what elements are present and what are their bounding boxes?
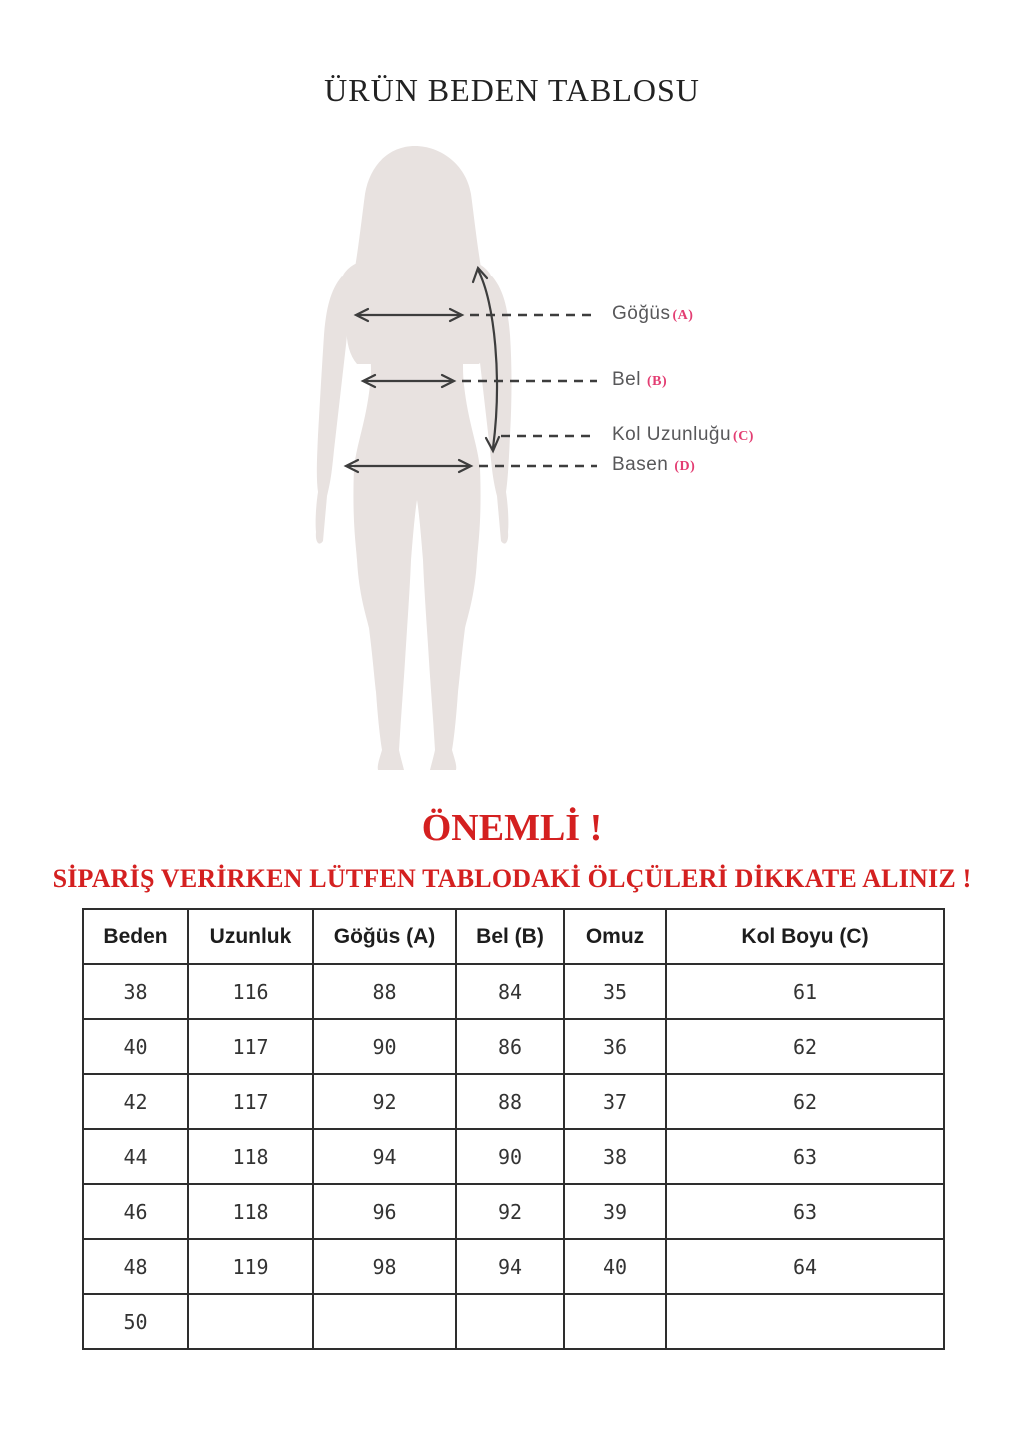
table-cell: 92 — [456, 1184, 564, 1239]
table-cell: 40 — [564, 1239, 666, 1294]
table-cell: 96 — [313, 1184, 456, 1239]
table-cell: 88 — [313, 964, 456, 1019]
column-header: Kol Boyu (C) — [666, 909, 944, 964]
table-row — [83, 1129, 944, 1184]
table-cell: 50 — [83, 1294, 188, 1349]
header-row — [83, 909, 944, 964]
measurement-letter: (B) — [646, 374, 668, 389]
column-header: Beden — [83, 909, 188, 964]
table-cell: 44 — [83, 1129, 188, 1184]
table-cell — [313, 1294, 456, 1349]
important-heading: ÖNEMLİ ! — [421, 807, 603, 849]
measurement-letter: (C) — [733, 429, 754, 444]
column-header: Omuz — [564, 909, 666, 964]
table-cell: 98 — [313, 1239, 456, 1294]
table-cell: 118 — [188, 1129, 313, 1184]
table-cell: 116 — [188, 964, 313, 1019]
table-cell: 63 — [666, 1184, 944, 1239]
column-header: Bel (B) — [456, 909, 564, 964]
table-cell: 94 — [313, 1129, 456, 1184]
measurement-letter: (A) — [672, 308, 694, 323]
table-cell: 119 — [188, 1239, 313, 1294]
table-cell: 86 — [456, 1019, 564, 1074]
table-cell: 117 — [188, 1074, 313, 1129]
table-cell — [456, 1294, 564, 1349]
measurement-label-bel — [612, 369, 667, 391]
table-cell: 39 — [564, 1184, 666, 1239]
measurement-label-text: Kol Uzunluğu — [612, 424, 732, 445]
size-table-header — [83, 909, 944, 964]
table-row — [83, 1019, 944, 1074]
table-row — [83, 1184, 944, 1239]
size-table — [82, 908, 945, 1350]
table-row — [83, 1074, 944, 1129]
measurement-letter: (D) — [674, 459, 696, 474]
measurement-label-text: Bel — [612, 369, 641, 390]
table-cell: 94 — [456, 1239, 564, 1294]
size-table-body — [83, 964, 944, 1349]
table-cell: 37 — [564, 1074, 666, 1129]
order-warning-text: SİPARİŞ VERİRKEN LÜTFEN TABLODAKİ ÖLÇÜLERİ DİKKATE ALINIZ ! — [52, 864, 972, 893]
table-row — [83, 1239, 944, 1294]
table-cell — [564, 1294, 666, 1349]
measurement-label-basen — [612, 454, 695, 476]
table-cell: 62 — [666, 1019, 944, 1074]
page-title: ÜRÜN BEDEN TABLOSU — [324, 72, 700, 108]
table-cell: 64 — [666, 1239, 944, 1294]
measurement-label-text: Basen — [612, 454, 669, 475]
column-header: Göğüs (A) — [313, 909, 456, 964]
table-cell — [666, 1294, 944, 1349]
table-cell: 63 — [666, 1129, 944, 1184]
table-cell: 90 — [313, 1019, 456, 1074]
table-cell: 42 — [83, 1074, 188, 1129]
measurement-label-kol-uzunlugu — [612, 424, 754, 446]
table-cell: 38 — [564, 1129, 666, 1184]
table-cell: 118 — [188, 1184, 313, 1239]
table-cell: 38 — [83, 964, 188, 1019]
table-row — [83, 1294, 944, 1349]
column-header: Uzunluk — [188, 909, 313, 964]
table-cell: 48 — [83, 1239, 188, 1294]
table-row — [83, 964, 944, 1019]
table-cell: 92 — [313, 1074, 456, 1129]
table-cell: 35 — [564, 964, 666, 1019]
table-cell: 36 — [564, 1019, 666, 1074]
table-cell: 88 — [456, 1074, 564, 1129]
table-cell: 117 — [188, 1019, 313, 1074]
table-cell — [188, 1294, 313, 1349]
table-cell: 61 — [666, 964, 944, 1019]
table-cell: 40 — [83, 1019, 188, 1074]
measurement-label-text: Göğüs — [612, 303, 671, 324]
table-cell: 46 — [83, 1184, 188, 1239]
measurement-label-gogus — [612, 303, 693, 325]
table-cell: 84 — [456, 964, 564, 1019]
table-cell: 62 — [666, 1074, 944, 1129]
table-cell: 90 — [456, 1129, 564, 1184]
